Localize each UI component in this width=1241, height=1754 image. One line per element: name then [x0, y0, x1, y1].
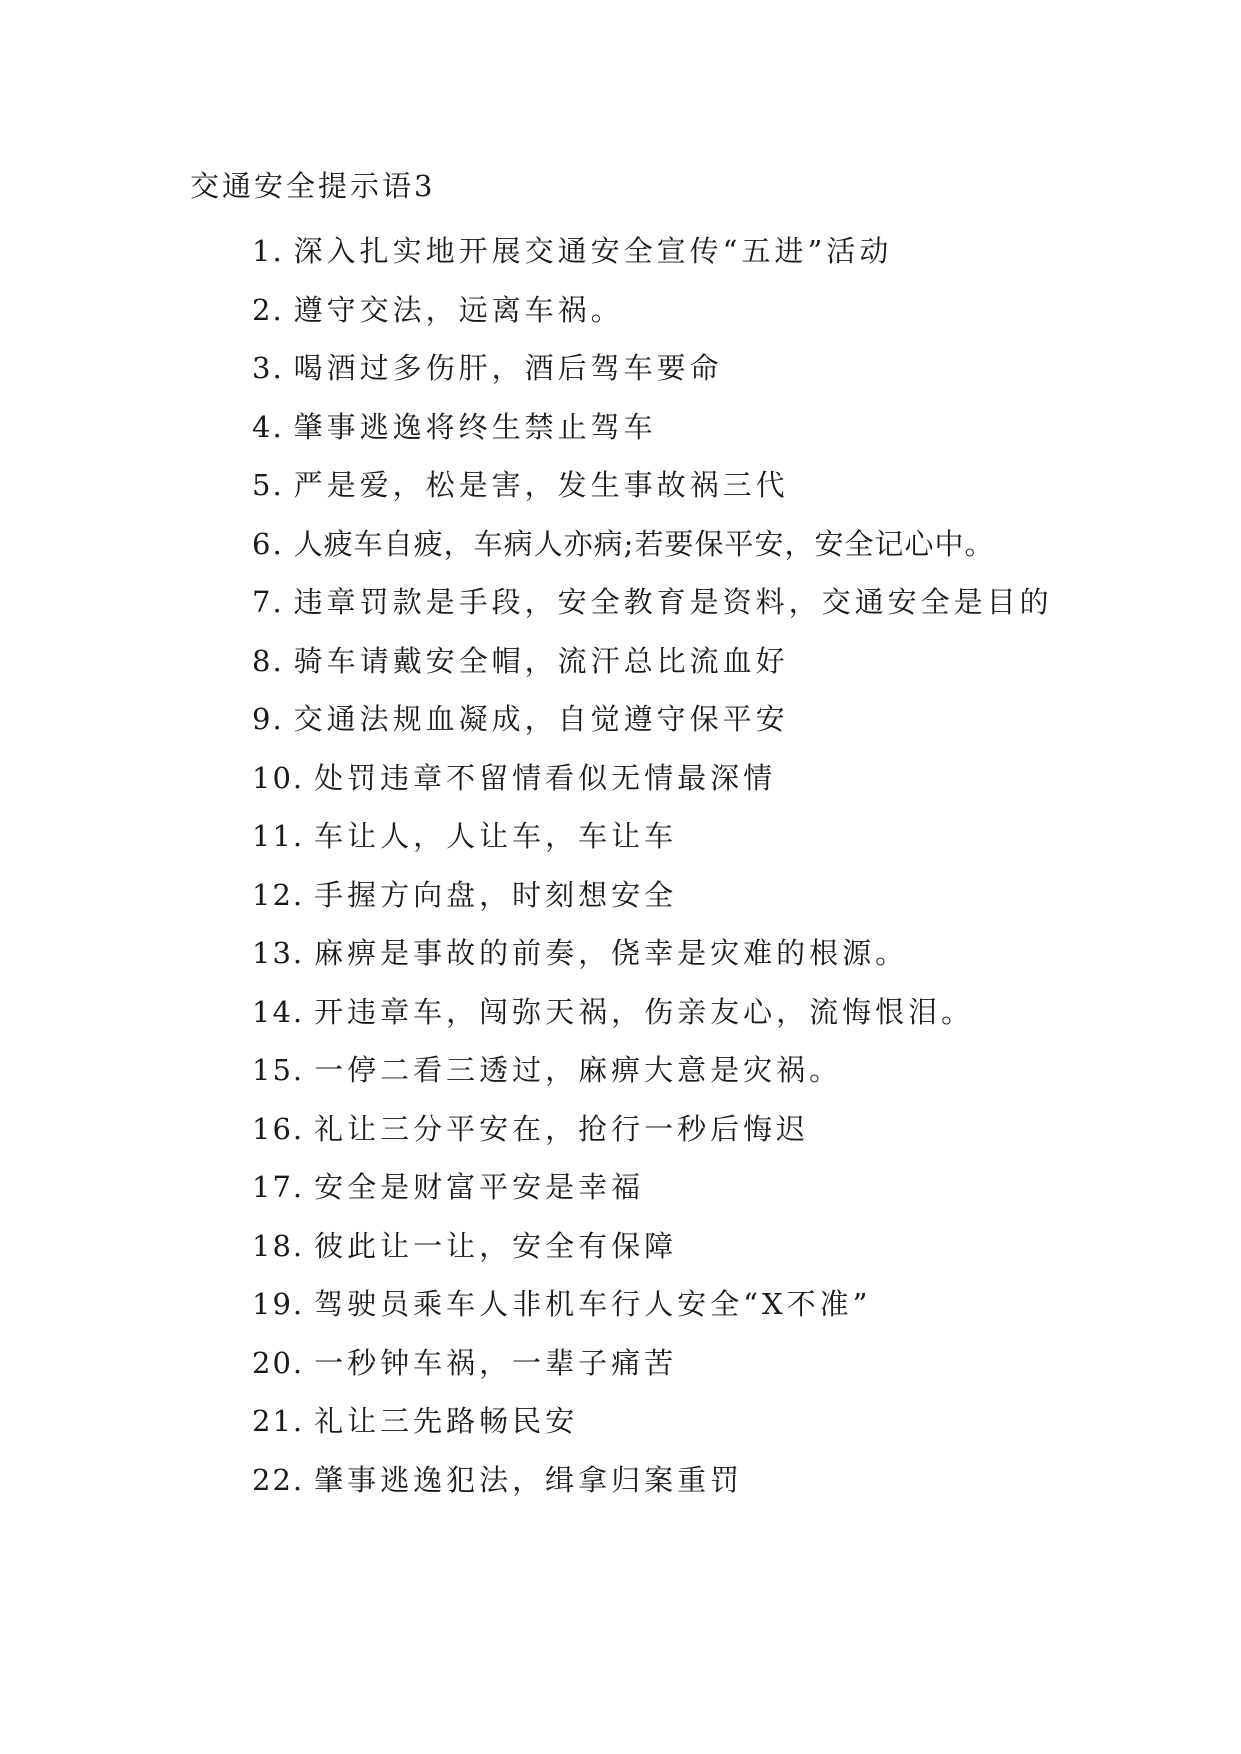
item-number: 13.	[252, 936, 305, 970]
list-item	[190, 1100, 1070, 1159]
list-item	[190, 1217, 1070, 1276]
item-text: 严是爱，松是害，发生事故祸三代	[293, 468, 789, 502]
item-text: 一停二看三透过，麻痹大意是灾祸。	[314, 1053, 843, 1087]
item-number: 17.	[252, 1170, 305, 1204]
item-text: 彼此让一让，安全有保障	[314, 1228, 678, 1263]
list-item	[190, 632, 1070, 691]
list-item	[190, 1451, 1070, 1510]
item-number: 1.	[252, 234, 284, 268]
list-item	[190, 866, 1070, 925]
item-number: 11.	[252, 819, 305, 853]
item-number: 2.	[252, 292, 284, 327]
item-text: 一秒钟车祸，一辈子痛苦	[314, 1345, 678, 1380]
item-number: 8.	[252, 643, 284, 678]
item-text: 肇事逃逸犯法，缉拿归案重罚	[314, 1462, 744, 1497]
item-text: 安全是财富平安是幸福	[314, 1170, 645, 1204]
item-text: 处罚违章不留情看似无情最深情	[314, 760, 777, 795]
item-text: 开违章车，闯弥天祸，伤亲友心，流悔恨泪。	[314, 994, 975, 1029]
document-title: 交通安全提示语3	[190, 169, 436, 203]
item-number: 12.	[252, 877, 305, 912]
item-number: 16.	[252, 1111, 305, 1146]
item-number: 18.	[252, 1228, 305, 1263]
item-text: 肇事逃逸将终生禁止驾车	[293, 409, 657, 444]
item-text: 喝酒过多伤肝，酒后驾车要命	[293, 351, 723, 385]
list-item	[190, 1158, 1070, 1217]
item-text: 车让人，人让车，车让车	[314, 819, 678, 853]
list-item	[190, 281, 1070, 340]
item-text: 违章罚款是手段，安全教育是资料，交通安全是目的	[293, 585, 1053, 619]
item-text: 驾驶员乘车人非机车行人安全“X不准”	[314, 1287, 872, 1321]
item-number: 3.	[252, 351, 284, 385]
item-number: 21.	[252, 1404, 305, 1438]
list-item	[190, 222, 1070, 281]
item-number: 14.	[252, 994, 305, 1029]
item-text: 骑车请戴安全帽，流汗总比流血好	[293, 643, 789, 678]
slogan-list	[190, 222, 1070, 1509]
item-text: 礼让三先路畅民安	[314, 1404, 579, 1438]
list-item	[190, 690, 1070, 749]
item-number: 4.	[252, 409, 284, 444]
item-text: 礼让三分平安在，抢行一秒后悔迟	[314, 1111, 810, 1146]
list-item	[190, 749, 1070, 808]
item-text: 遵守交法，远离车祸。	[293, 292, 624, 327]
item-text: 手握方向盘，时刻想安全	[314, 877, 678, 912]
item-text: 麻痹是事故的前奏，侥幸是灾难的根源。	[314, 936, 909, 970]
list-item	[190, 515, 1070, 574]
item-text: 交通法规血凝成，自觉遵守保平安	[293, 702, 789, 736]
list-item	[190, 573, 1070, 632]
list-item	[190, 807, 1070, 866]
item-number: 20.	[252, 1345, 305, 1380]
item-number: 22.	[252, 1462, 305, 1497]
list-item	[190, 1041, 1070, 1100]
list-item	[190, 398, 1070, 457]
list-item	[190, 1275, 1070, 1334]
item-number: 7.	[252, 585, 284, 619]
item-number: 15.	[252, 1053, 305, 1087]
list-item	[190, 1334, 1070, 1393]
list-item	[190, 456, 1070, 515]
item-number: 10.	[252, 760, 305, 795]
item-text: 人疲车自疲，车病人亦病;若要保平安，安全记心中。	[293, 526, 995, 561]
item-number: 9.	[252, 702, 284, 736]
item-text: 深入扎实地开展交通安全宣传“五进”活动	[293, 234, 893, 268]
item-number: 6.	[252, 526, 284, 561]
list-item	[190, 339, 1070, 398]
item-number: 19.	[252, 1287, 305, 1321]
item-number: 5.	[252, 468, 284, 502]
list-item	[190, 1392, 1070, 1451]
list-item	[190, 924, 1070, 983]
list-item	[190, 983, 1070, 1042]
